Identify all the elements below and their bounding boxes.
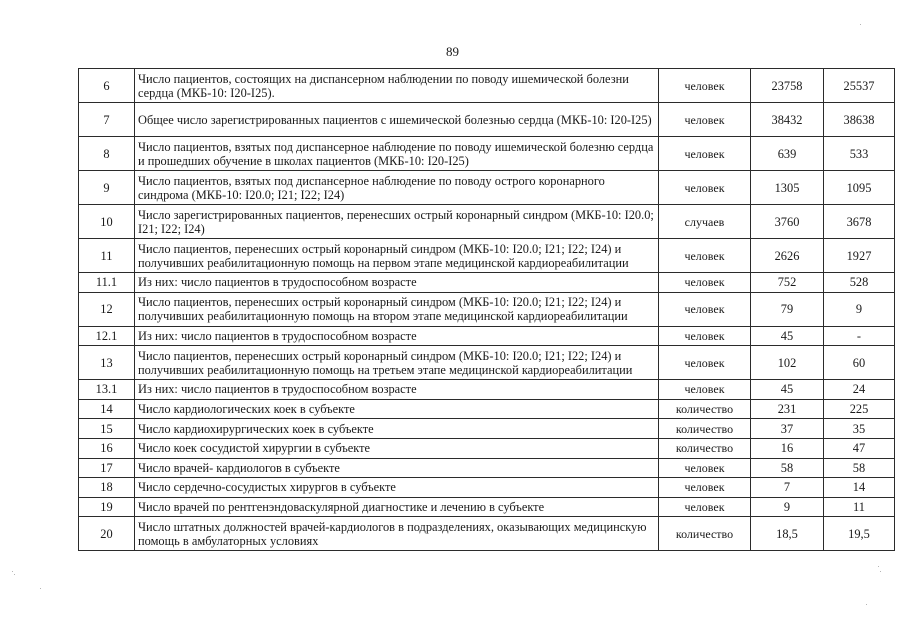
value-year2-cell: 9 bbox=[824, 292, 895, 326]
row-number-cell: 16 bbox=[79, 438, 135, 458]
value-year1-cell: 18,5 bbox=[751, 517, 824, 551]
value-year2-cell: 1095 bbox=[824, 171, 895, 205]
row-number-cell: 19 bbox=[79, 497, 135, 517]
row-number-cell: 10 bbox=[79, 205, 135, 239]
unit-cell: человек bbox=[659, 239, 751, 273]
table-row bbox=[79, 346, 895, 380]
table-row bbox=[79, 438, 895, 458]
value-year2-cell: 11 bbox=[824, 497, 895, 517]
indicator-name-cell: Из них: число пациентов в трудоспособном возрасте bbox=[135, 326, 659, 346]
row-number-cell: 7 bbox=[79, 103, 135, 137]
value-year2-cell: 58 bbox=[824, 458, 895, 478]
table-row bbox=[79, 69, 895, 103]
unit-cell: количество bbox=[659, 438, 751, 458]
value-year1-cell: 37 bbox=[751, 419, 824, 439]
indicator-name-cell: Число штатных должностей врачей-кардиологов в подразделениях, оказывающих медицинскую помощь в амбулаторных условиях bbox=[135, 517, 659, 551]
table-row bbox=[79, 239, 895, 273]
row-number-cell: 13.1 bbox=[79, 380, 135, 400]
value-year1-cell: 3760 bbox=[751, 205, 824, 239]
indicator-name-cell: Число кардиологических коек в субъекте bbox=[135, 399, 659, 419]
value-year2-cell: 528 bbox=[824, 273, 895, 293]
row-number-cell: 12.1 bbox=[79, 326, 135, 346]
unit-cell: человек bbox=[659, 171, 751, 205]
unit-cell: случаев bbox=[659, 205, 751, 239]
indicator-name-cell: Число зарегистрированных пациентов, перенесших острый коронарный синдром (МКБ-10: I20.0; I21; I22; I24) bbox=[135, 205, 659, 239]
value-year1-cell: 45 bbox=[751, 326, 824, 346]
value-year1-cell: 752 bbox=[751, 273, 824, 293]
value-year2-cell: 24 bbox=[824, 380, 895, 400]
unit-cell: человек bbox=[659, 380, 751, 400]
value-year1-cell: 7 bbox=[751, 478, 824, 498]
indicator-name-cell: Из них: число пациентов в трудоспособном возрасте bbox=[135, 380, 659, 400]
indicator-name-cell: Число врачей по рентгенэндоваскулярной диагностике и лечению в субъекте bbox=[135, 497, 659, 517]
value-year2-cell: 3678 bbox=[824, 205, 895, 239]
value-year1-cell: 45 bbox=[751, 380, 824, 400]
table-row bbox=[79, 137, 895, 171]
statistics-table-body bbox=[79, 69, 895, 551]
row-number-cell: 14 bbox=[79, 399, 135, 419]
unit-cell: человек bbox=[659, 458, 751, 478]
statistics-table bbox=[78, 68, 895, 551]
value-year1-cell: 2626 bbox=[751, 239, 824, 273]
value-year1-cell: 38432 bbox=[751, 103, 824, 137]
row-number-cell: 17 bbox=[79, 458, 135, 478]
unit-cell: человек bbox=[659, 497, 751, 517]
unit-cell: количество bbox=[659, 517, 751, 551]
table-row bbox=[79, 292, 895, 326]
row-number-cell: 13 bbox=[79, 346, 135, 380]
value-year2-cell: 225 bbox=[824, 399, 895, 419]
unit-cell: человек bbox=[659, 478, 751, 498]
value-year1-cell: 1305 bbox=[751, 171, 824, 205]
row-number-cell: 6 bbox=[79, 69, 135, 103]
row-number-cell: 18 bbox=[79, 478, 135, 498]
indicator-name-cell: Число пациентов, перенесших острый коронарный синдром (МКБ-10: I20.0; I21; I22; I24) и получивших реабилитационную помощь на третьем этапе медицинской кардиореабилитации bbox=[135, 346, 659, 380]
table-row bbox=[79, 205, 895, 239]
table-row bbox=[79, 517, 895, 551]
value-year1-cell: 231 bbox=[751, 399, 824, 419]
indicator-name-cell: Из них: число пациентов в трудоспособном возрасте bbox=[135, 273, 659, 293]
indicator-name-cell: Число пациентов, перенесших острый коронарный синдром (МКБ-10: I20.0; I21; I22; I24) и получивших реабилитационную помощь на первом этапе медицинской кардиореабилитации bbox=[135, 239, 659, 273]
indicator-name-cell: Число врачей- кардиологов в субъекте bbox=[135, 458, 659, 478]
table-row bbox=[79, 273, 895, 293]
row-number-cell: 11.1 bbox=[79, 273, 135, 293]
table-row bbox=[79, 171, 895, 205]
indicator-name-cell: Число пациентов, состоящих на диспансерном наблюдении по поводу ишемической болезни сердца (МКБ-10: I20-I25). bbox=[135, 69, 659, 103]
unit-cell: человек bbox=[659, 69, 751, 103]
value-year1-cell: 16 bbox=[751, 438, 824, 458]
value-year2-cell: - bbox=[824, 326, 895, 346]
table-row bbox=[79, 326, 895, 346]
unit-cell: человек bbox=[659, 103, 751, 137]
value-year1-cell: 58 bbox=[751, 458, 824, 478]
row-number-cell: 8 bbox=[79, 137, 135, 171]
page-number: 89 bbox=[446, 44, 459, 59]
row-number-cell: 12 bbox=[79, 292, 135, 326]
value-year2-cell: 25537 bbox=[824, 69, 895, 103]
value-year1-cell: 79 bbox=[751, 292, 824, 326]
unit-cell: человек bbox=[659, 292, 751, 326]
table-row bbox=[79, 380, 895, 400]
unit-cell: человек bbox=[659, 273, 751, 293]
indicator-name-cell: Число кардиохирургических коек в субъекте bbox=[135, 419, 659, 439]
table-row bbox=[79, 419, 895, 439]
value-year2-cell: 14 bbox=[824, 478, 895, 498]
value-year2-cell: 19,5 bbox=[824, 517, 895, 551]
row-number-cell: 15 bbox=[79, 419, 135, 439]
indicator-name-cell: Число пациентов, взятых под диспансерное наблюдение по поводу острого коронарного синдрома (МКБ-10: I20.0; I21; I22; I24) bbox=[135, 171, 659, 205]
value-year2-cell: 60 bbox=[824, 346, 895, 380]
value-year1-cell: 9 bbox=[751, 497, 824, 517]
table-row bbox=[79, 103, 895, 137]
value-year1-cell: 23758 bbox=[751, 69, 824, 103]
indicator-name-cell: Число пациентов, перенесших острый коронарный синдром (МКБ-10: I20.0; I21; I22; I24) и получивших реабилитационную помощь на втором этапе медицинской кардиореабилитации bbox=[135, 292, 659, 326]
indicator-name-cell: Число сердечно-сосудистых хирургов в субъекте bbox=[135, 478, 659, 498]
indicator-name-cell: Общее число зарегистрированных пациентов с ишемической болезнью сердца (МКБ-10: I20-I25) bbox=[135, 103, 659, 137]
unit-cell: человек bbox=[659, 137, 751, 171]
value-year2-cell: 38638 bbox=[824, 103, 895, 137]
table-row bbox=[79, 458, 895, 478]
row-number-cell: 9 bbox=[79, 171, 135, 205]
unit-cell: количество bbox=[659, 399, 751, 419]
table-row bbox=[79, 399, 895, 419]
table-row bbox=[79, 497, 895, 517]
row-number-cell: 20 bbox=[79, 517, 135, 551]
unit-cell: человек bbox=[659, 346, 751, 380]
indicator-name-cell: Число пациентов, взятых под диспансерное наблюдение по поводу ишемической болезню сердца и прошедших обучение в школах пациентов (МКБ-10: I20-I25) bbox=[135, 137, 659, 171]
value-year2-cell: 1927 bbox=[824, 239, 895, 273]
table-row bbox=[79, 478, 895, 498]
unit-cell: количество bbox=[659, 419, 751, 439]
unit-cell: человек bbox=[659, 326, 751, 346]
value-year1-cell: 102 bbox=[751, 346, 824, 380]
value-year2-cell: 47 bbox=[824, 438, 895, 458]
row-number-cell: 11 bbox=[79, 239, 135, 273]
value-year1-cell: 639 bbox=[751, 137, 824, 171]
indicator-name-cell: Число коек сосудистой хирургии в субъекте bbox=[135, 438, 659, 458]
value-year2-cell: 533 bbox=[824, 137, 895, 171]
value-year2-cell: 35 bbox=[824, 419, 895, 439]
